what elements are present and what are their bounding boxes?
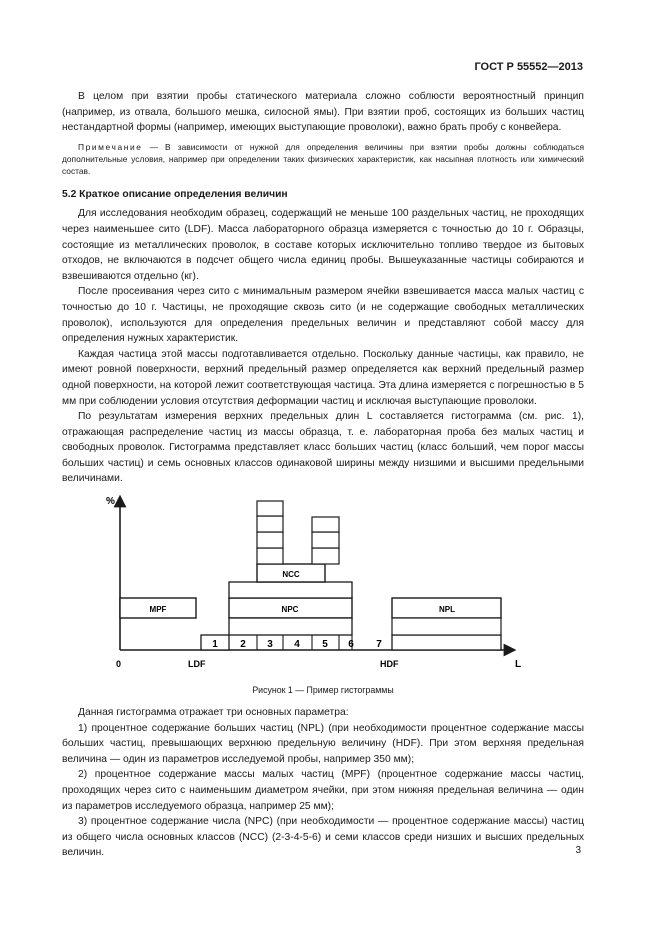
ncc-label: NCC — [282, 570, 300, 580]
class-number-6: 6 — [348, 639, 354, 651]
x-axis-label: L — [515, 659, 522, 671]
figure-caption: Рисунок 1 — Пример гистограммы — [252, 685, 394, 696]
page-number: 3 — [575, 845, 581, 856]
parameters-list — [62, 705, 584, 861]
ldf-label: LDF — [188, 659, 206, 670]
left-tower-2 — [257, 516, 283, 532]
class-number-4: 4 — [294, 639, 300, 651]
section-title: 5.2 Краткое описание определения величин — [62, 189, 288, 201]
section-paragraph-2: После просеивания через сито с минимальным размером ячейки взвешивается масса малых частиц с точностью до 10 г. Частицы, не проходящие сквозь сито (и не содержащие свободных металлических проволок), используются для определения предельных величин и представляют собой массу для определения нужных характеристик. — [62, 286, 584, 345]
class-number-3: 3 — [267, 639, 273, 651]
list-item-1: 1) процентное содержание больших частиц (NPL) (при необходимости процентное содержание массы больших частиц, превышающих верхнюю предельную величину (HDF). При этом верхняя предельная величина — один из параметров исследуемой пробы, например 350 мм); — [62, 722, 584, 765]
y-axis-label: % — [106, 496, 115, 508]
class-number-7: 7 — [376, 639, 382, 651]
list-item-2: 2) процентное содержание массы малых частиц (MPF) (процентное содержание массы частиц, проходящих через сито с наименьшим диаметром ячейки, при этом нижняя предельная величина — один из параметров исследуемого образца, например 25 мм); — [62, 769, 584, 812]
list-lead: Данная гистограмма отражает три основных параметра: — [78, 707, 349, 719]
right-tower-1 — [312, 517, 339, 532]
hdf-label: HDF — [380, 659, 399, 670]
mpf-label: MPF — [149, 605, 167, 615]
intro-paragraph: В целом при взятии пробы статического материала сложно соблюсти вероятностный принцип (например, из отвала, большого мешка, силосной ямы). При взятии проб, состоящих из больших частиц нестандартной формы (например, имеющих выступающие проволоки), важно брать пробу с конвейера. — [62, 91, 584, 134]
class-number-1: 1 — [212, 639, 218, 651]
class-7-bar — [392, 635, 501, 650]
section-paragraph-3: Каждая частица этой массы подготавливается отдельно. Поскольку данные частицы, как правило, не имеют ровной поверхности, верхний предельный размер определяется как верхний предельный размер одной поверхности, на которой лежит соответствующая частица. Эта длина измеряется с погрешностью в 5 мм при соблюдении условия отсутствия деформации частиц и исключая выступающие проволоки. — [62, 348, 584, 407]
npl-label: NPL — [439, 605, 455, 615]
histogram-diagram — [62, 493, 584, 683]
origin-label: 0 — [116, 659, 122, 670]
note-paragraph — [62, 141, 584, 178]
section-paragraph-4: По результатам измерения верхних предельных длин L составляется гистограмма (см. рис. 1), отражающая распределение частиц из массы образца, т. е. лабораторная проба без малых частиц и свободных проволок. Гистограмма представляет класс больших частиц (класс больший, чем порог массы больших частиц) и семь основных классов одинаковой ширины между низшими и высшими предельными величинами. — [62, 411, 584, 485]
histogram-figure — [62, 493, 584, 683]
left-tower-4 — [257, 548, 283, 564]
right-tower-2 — [312, 532, 339, 548]
npc-row-1 — [229, 618, 352, 635]
document-header: ГОСТ Р 55552—2013 — [474, 61, 583, 73]
left-tower-1 — [257, 501, 283, 516]
npc-label: NPC — [281, 605, 299, 615]
left-tower-3 — [257, 532, 283, 548]
list-item-3: 3) процентное содержание числа (NPC) (при необходимости — процентное содержание массы) частиц из общего числа основных классов (NCC) (2-3-4-5-6) и семи классов среди низших и высших предельных величин. — [62, 816, 584, 859]
npc-row-3 — [229, 582, 352, 598]
section-paragraph-1: Для исследования необходим образец, содержащий не меньше 100 раздельных частиц, не проходящих через наименьшее сито (LDF). Масса лабораторного образца измеряется с точностью до 10 г. Образцы, состоящие из металлических проволок, в составе которых исключительно топливо твердое из бытовых отходов, не включаются в подсчет общего числа единиц пробы. Вышеуказанные частицы собираются и взвешиваются отдельно (кг). — [62, 208, 584, 282]
note-text: — В зависимости от нужной для определения величины при взятии пробы должны соблюдаться дополнительные условия, например при определении таких физических характеристик, как насыпная плотность или химический состав. — [62, 141, 584, 177]
note-label: Примечание — [78, 141, 143, 152]
class-number-2: 2 — [240, 639, 246, 651]
right-tower-3 — [312, 548, 339, 564]
class-number-5: 5 — [322, 639, 328, 651]
page-content — [62, 89, 584, 861]
npl-underline — [392, 618, 501, 635]
